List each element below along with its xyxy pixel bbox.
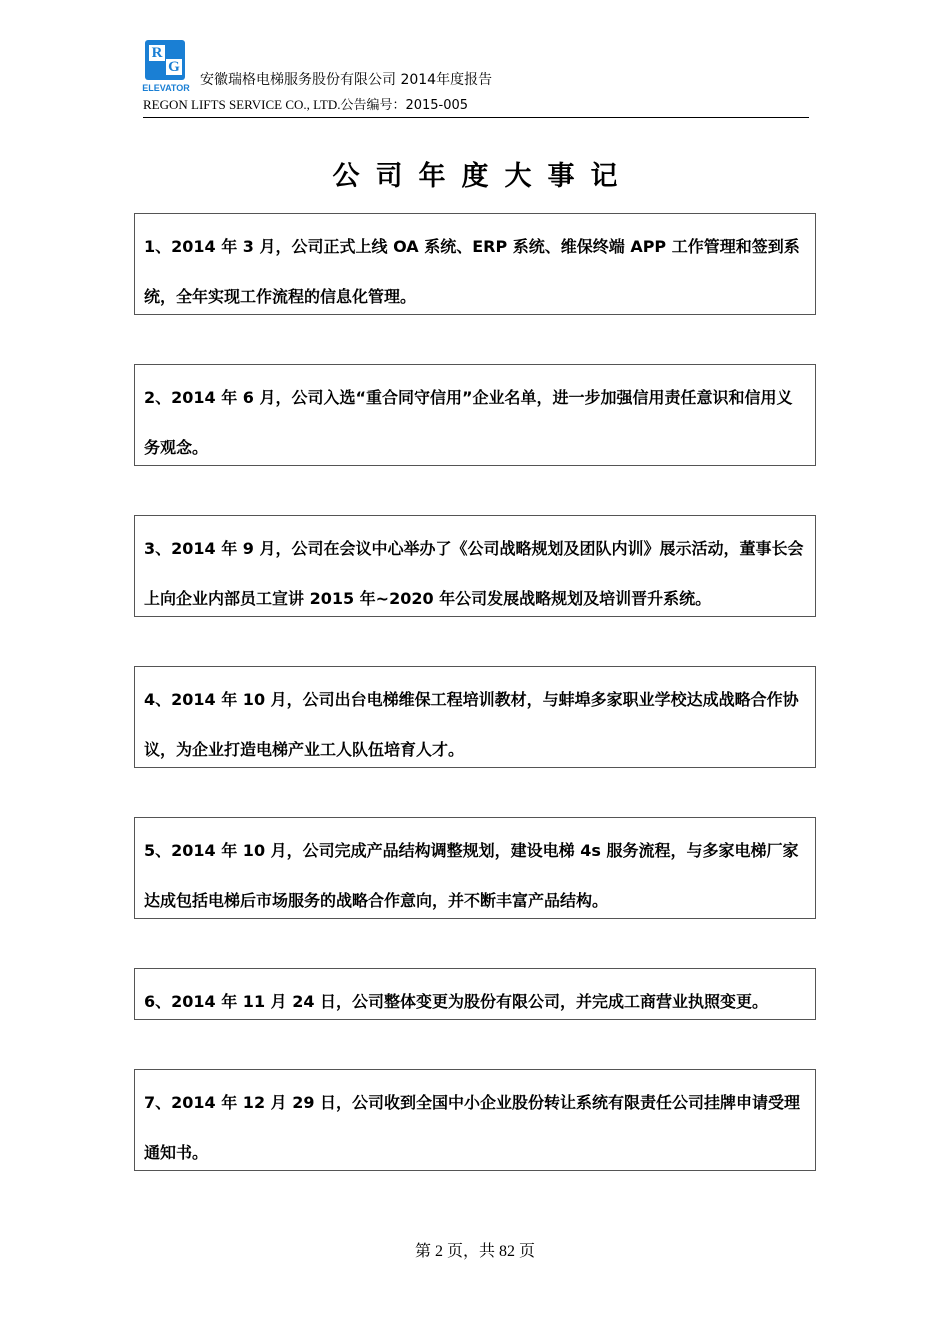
header-subline [143,95,468,116]
event-text-4: 4、2014 年 10 月，公司出台电梯维保工程培训教材，与蚌埠多家职业学校达成战略合作协议，为企业打造电梯产业工人队伍培育人才。 [144,690,799,759]
header-company-report: 安徽瑞格电梯服务股份有限公司 2014年度报告 [200,72,493,88]
event-box-6 [134,968,816,1020]
event-box-7 [134,1069,816,1171]
event-text-7: 7、2014 年 12 月 29 日，公司收到全国中小企业股份转让系统有限责任公司挂牌申请受理通知书。 [144,1093,801,1162]
event-box-4 [134,666,816,768]
logo-mark [145,40,185,80]
event-box-2 [134,364,816,466]
header-company-en: REGON LIFTS SERVICE CO., LTD. [143,97,341,112]
event-text-2: 2、2014 年 6 月，公司入选“重合同守信用”企业名单，进一步加强信用责任意识和信用义务观念。 [144,388,793,457]
page-title: 公司年度大事记 [332,161,634,192]
event-box-3 [134,515,816,617]
logo-letter-g: G [166,59,182,75]
event-text-5: 5、2014 年 10 月，公司完成产品结构调整规划，建设电梯 4s 服务流程，与多家电梯厂家达成包括电梯后市场服务的战略合作意向，并不断丰富产品结构。 [144,841,799,910]
company-logo [140,40,190,98]
logo-letter-r: R [149,45,165,61]
event-text-1: 1、2014 年 3 月，公司正式上线 OA 系统、ERP 系统、维保终端 APP 工作管理和签到系统，全年实现工作流程的信息化管理。 [144,237,800,306]
logo-wordmark: ELEVATOR [142,83,190,93]
page-number: 第 2 页，共 82 页 [414,1243,535,1260]
event-text-6: 6、2014 年 11 月 24 日，公司整体变更为股份有限公司，并完成工商营业执照变更。 [144,992,769,1011]
event-text-3: 3、2014 年 9 月，公司在会议中心举办了《公司战略规划及团队内训》展示活动，董事长会上向企业内部员工宣讲 2015 年~2020 年公司发展战略规划及培训晋升系统。 [144,539,804,608]
header-notice-no: 公告编号：2015-005 [340,98,469,113]
event-box-1 [134,213,816,315]
header-divider [143,117,809,118]
event-box-5 [134,817,816,919]
